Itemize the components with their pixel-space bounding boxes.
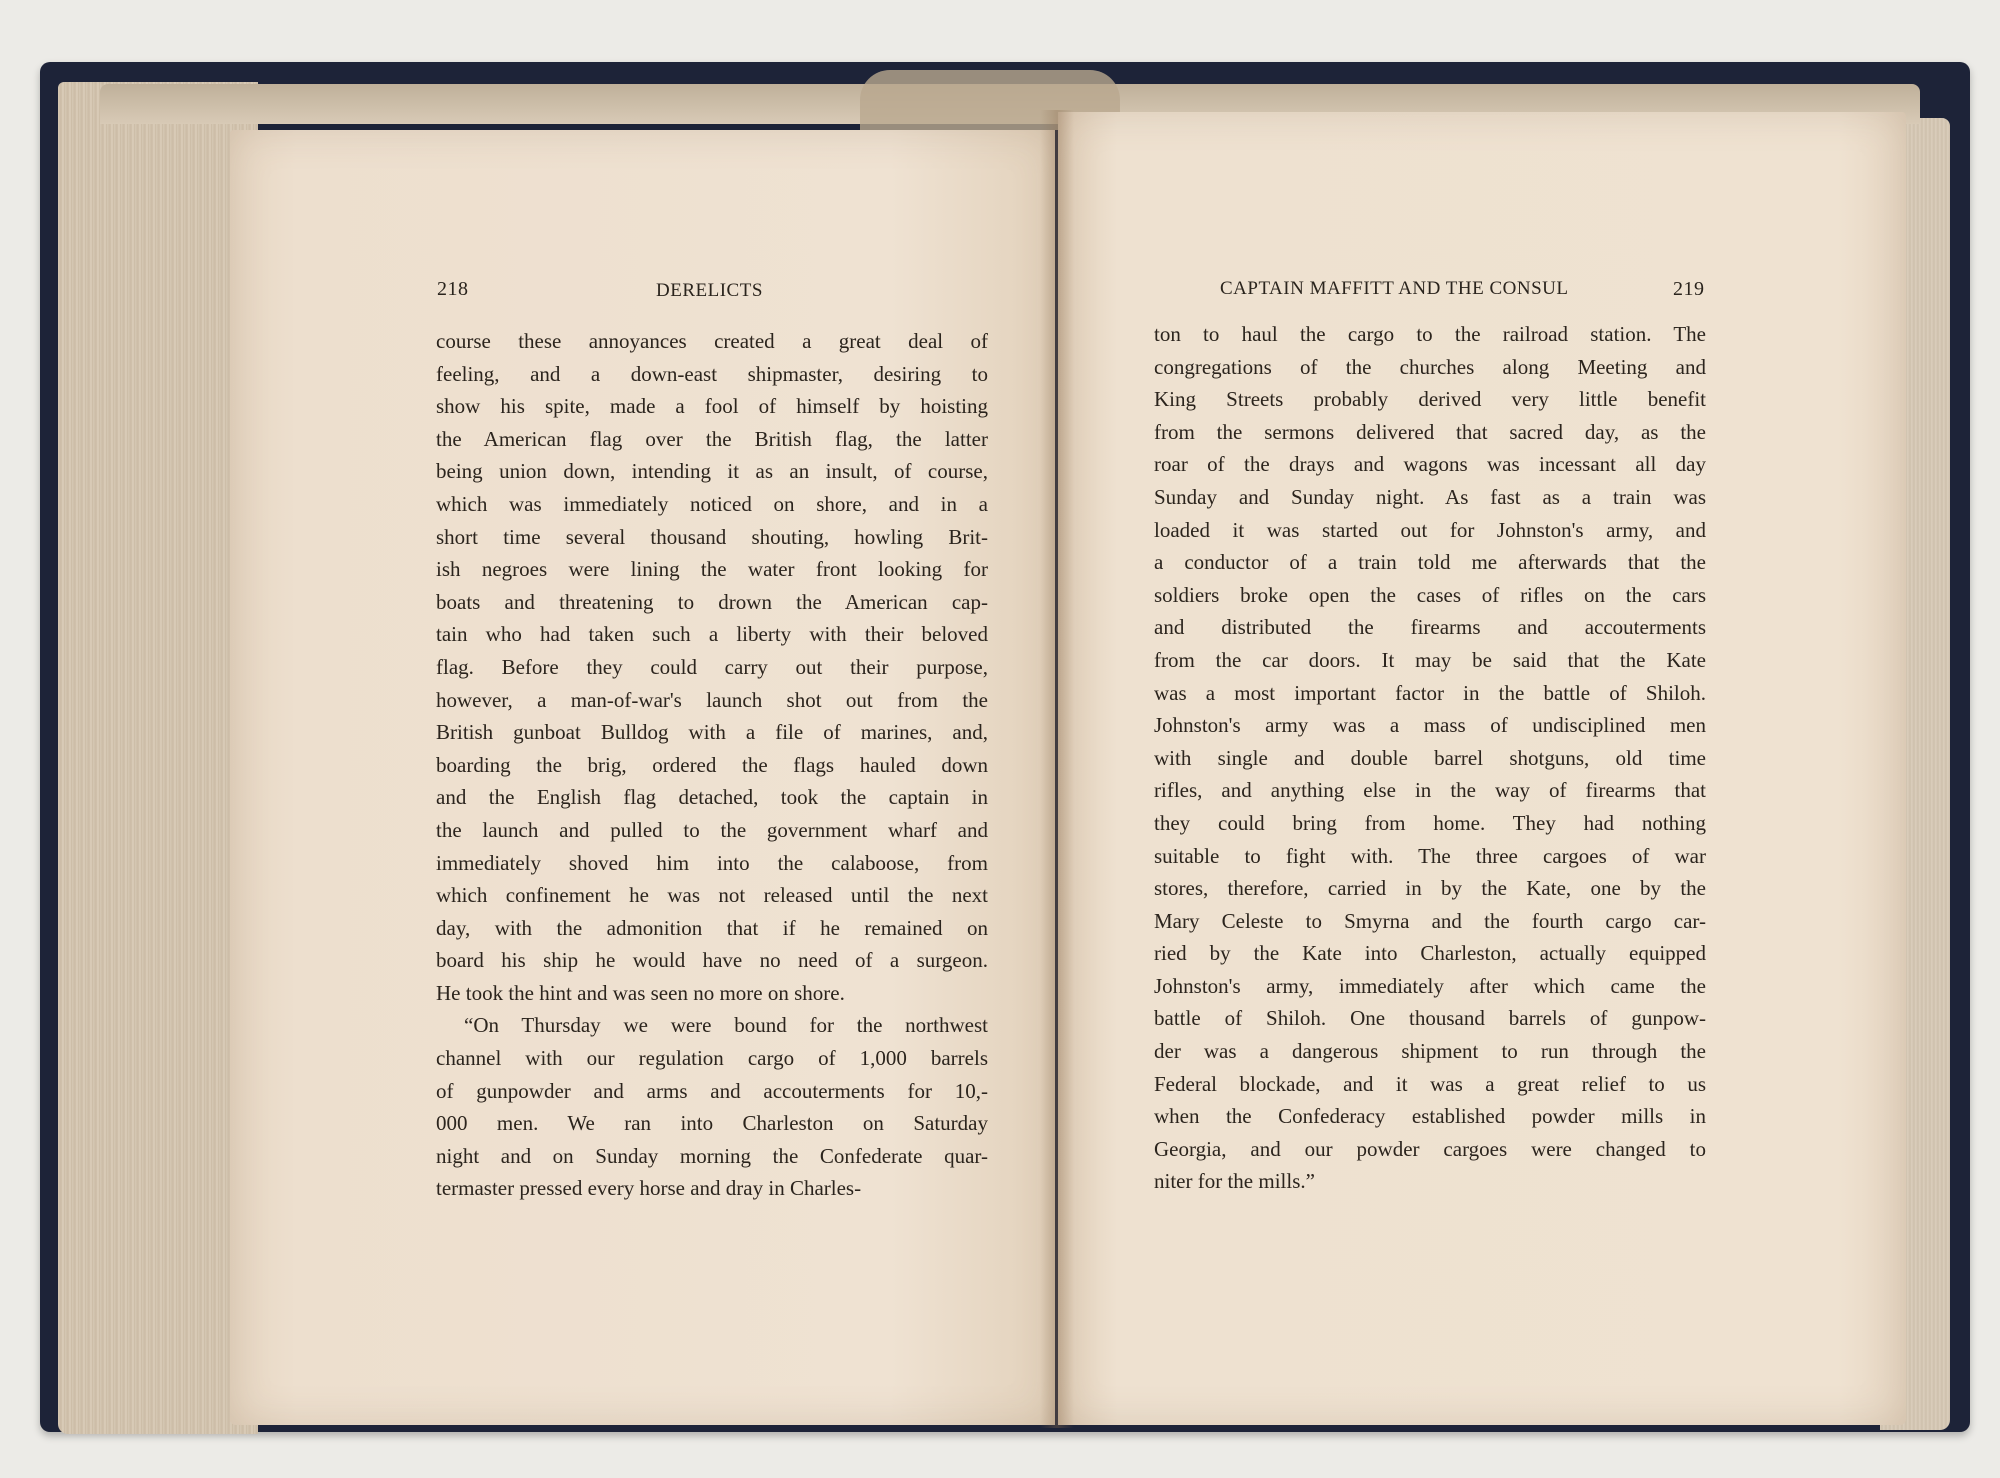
right-text-line: Johnston's army, immediately after which came the	[1154, 973, 1706, 998]
left-text-line: which confinement he was not released until the next	[436, 883, 988, 908]
left-text-line: the American flag over the British flag, the latter	[436, 426, 988, 451]
left-text-line: of gunpowder and arms and accouterments for 10,-	[436, 1078, 988, 1103]
left-text-line: boats and threatening to drown the American cap-	[436, 589, 988, 614]
right-text-line: King Streets probably derived very little benefit	[1154, 387, 1706, 412]
right-text-line: with single and double barrel shotguns, old time	[1154, 745, 1706, 770]
left-text-line: the launch and pulled to the government wharf and	[436, 817, 988, 842]
left-text-line: being union down, intending it as an insult, of course,	[436, 459, 988, 484]
right-text-line: rifles, and anything else in the way of firearms that	[1154, 778, 1706, 803]
right-text-line: battle of Shiloh. One thousand barrels of gunpow-	[1154, 1006, 1706, 1031]
left-text-line: short time several thousand shouting, howling Brit-	[436, 524, 988, 549]
right-text-line: from the car doors. It may be said that the Kate	[1154, 647, 1706, 672]
left-text-line: course these annoyances created a great deal of	[436, 329, 988, 353]
left-text-column	[436, 325, 988, 1205]
left-page-number: 218	[437, 278, 469, 300]
left-text-line: feeling, and a down-east shipmaster, desiring to	[436, 361, 988, 386]
book-gutter	[1040, 110, 1074, 1428]
right-text-line: roar of the drays and wagons was incessant all day	[1154, 452, 1706, 477]
right-text-line: congregations of the churches along Meeting and	[1154, 354, 1706, 379]
right-text-line: was a most important factor in the battle of Shiloh.	[1154, 680, 1706, 705]
right-text-line: they could bring from home. They had nothing	[1154, 810, 1706, 835]
left-text-line: 000 men. We ran into Charleston on Saturday	[436, 1111, 988, 1136]
left-text-line: termaster pressed every horse and dray in Charles-	[436, 1176, 862, 1201]
right-text-line: soldiers broke open the cases of rifles on the cars	[1154, 582, 1706, 607]
right-text-line: Sunday and Sunday night. As fast as a train was	[1154, 484, 1706, 509]
right-running-title: CAPTAIN MAFFITT AND THE CONSUL	[1220, 278, 1569, 299]
right-text-line: Federal blockade, and it was a great relief to us	[1154, 1071, 1706, 1096]
right-text-line: from the sermons delivered that sacred day, as the	[1154, 419, 1706, 444]
right-text-line: Johnston's army was a mass of undisciplined men	[1154, 713, 1706, 738]
left-text-line: “On Thursday we were bound for the northwest	[464, 1013, 988, 1038]
left-text-line: show his spite, made a fool of himself by hoisting	[436, 394, 988, 419]
right-page-number: 219	[1673, 278, 1705, 300]
left-text-line: channel with our regulation cargo of 1,000 barrels	[436, 1046, 988, 1071]
left-text-line: British gunboat Bulldog with a file of marines, and,	[436, 720, 988, 745]
left-text-line: board his ship he would have no need of a surgeon.	[436, 948, 988, 973]
right-text-line: Georgia, and our powder cargoes were changed to	[1154, 1136, 1706, 1161]
right-text-line: and distributed the firearms and accouterments	[1154, 615, 1706, 640]
right-text-line: loaded it was started out for Johnston's army, and	[1154, 517, 1706, 542]
right-text-line: suitable to fight with. The three cargoes of war	[1154, 843, 1706, 868]
left-text-line: immediately shoved him into the calaboose, from	[436, 850, 988, 875]
left-text-line: however, a man-of-war's launch shot out from the	[436, 687, 988, 712]
right-text-line: niter for the mills.”	[1154, 1169, 1315, 1194]
right-text-column	[1154, 318, 1706, 1198]
left-text-line: ish negroes were lining the water front looking for	[436, 557, 988, 582]
right-text-line: when the Confederacy established powder mills in	[1154, 1104, 1706, 1129]
right-text-line: Mary Celeste to Smyrna and the fourth cargo car-	[1154, 908, 1706, 933]
left-text-line: tain who had taken such a liberty with their beloved	[436, 622, 988, 647]
left-text-line: day, with the admonition that if he remained on	[436, 915, 988, 940]
left-page-edges	[58, 82, 258, 1434]
right-text-line: ton to haul the cargo to the railroad station. The	[1154, 322, 1706, 346]
right-text-line: a conductor of a train told me afterwards that the	[1154, 550, 1706, 575]
left-text-line: boarding the brig, ordered the flags hauled down	[436, 752, 988, 777]
left-text-line: night and on Sunday morning the Confederate quar-	[436, 1143, 988, 1168]
right-text-line: der was a dangerous shipment to run through the	[1154, 1039, 1706, 1064]
left-text-line: He took the hint and was seen no more on shore.	[436, 980, 845, 1005]
right-text-line: stores, therefore, carried in by the Kate, one by the	[1154, 876, 1706, 901]
left-text-line: and the English flag detached, took the captain in	[436, 785, 988, 810]
left-running-title: DERELICTS	[656, 280, 763, 301]
left-text-line: which was immediately noticed on shore, and in a	[436, 491, 988, 516]
right-text-line: ried by the Kate into Charleston, actually equipped	[1154, 941, 1706, 966]
left-text-line: flag. Before they could carry out their purpose,	[436, 654, 988, 679]
